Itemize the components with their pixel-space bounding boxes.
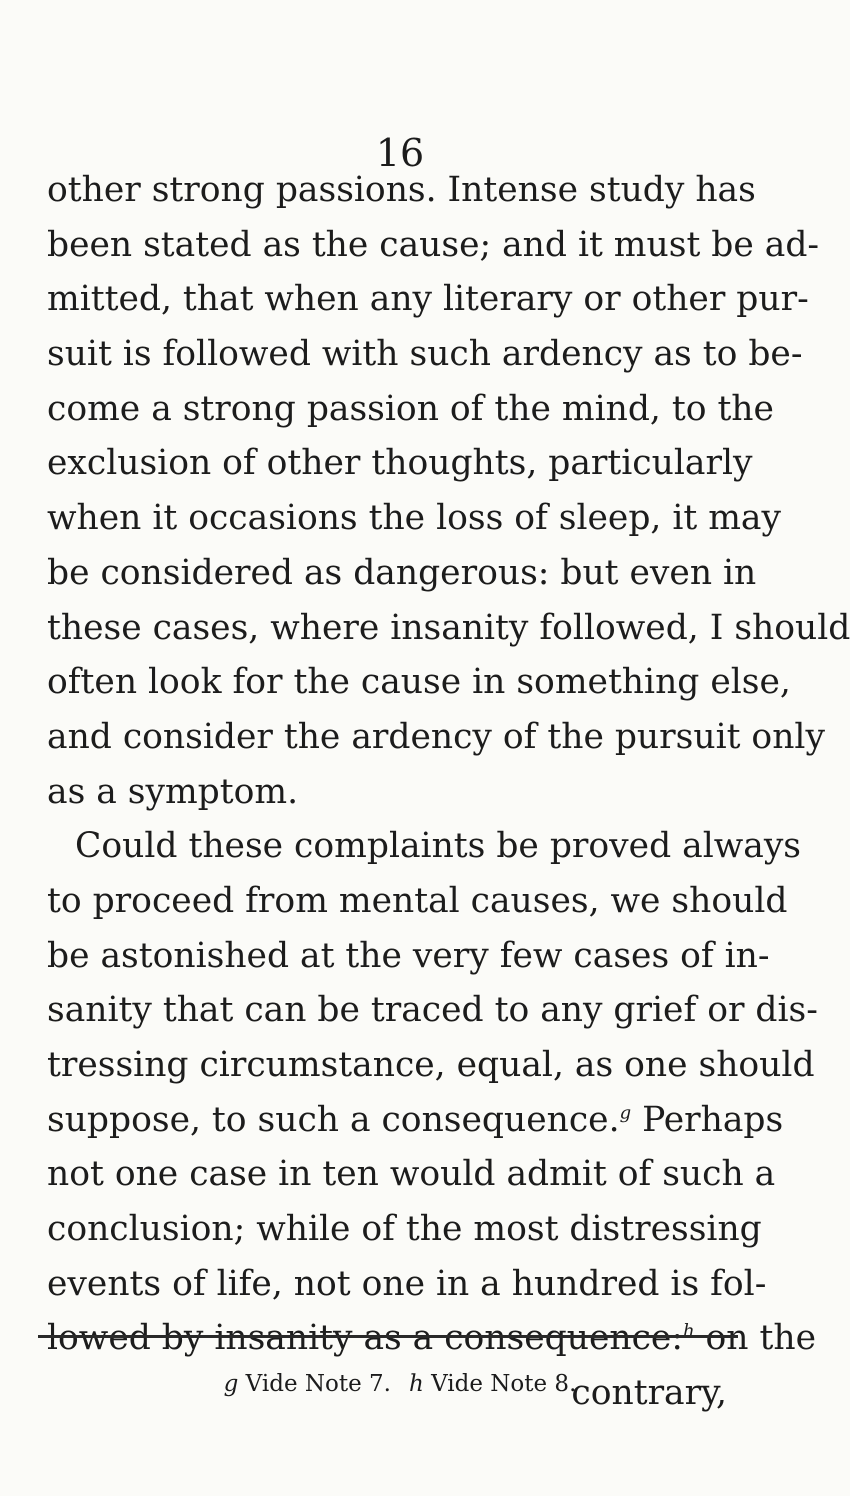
text-segment: lowed by insanity as a consequence: <box>47 1318 683 1359</box>
text-line: suit is followed with such ardency as to be- <box>47 334 803 375</box>
text-line: often look for the cause in something else, <box>47 662 791 703</box>
footnote-rule <box>38 1335 738 1338</box>
catchword: contrary, <box>571 1373 727 1414</box>
text-line: when it occasions the loss of sleep, it may <box>47 498 781 539</box>
footnote-ref-g: g <box>619 1102 632 1124</box>
footnotes <box>0 1370 800 1398</box>
footnote-mark: h <box>408 1371 424 1397</box>
text-line: exclusion of other thoughts, particularly <box>47 443 753 484</box>
text-line: events of life, not one in a hundred is fol- <box>47 1263 767 1304</box>
text-line: tressing circumstance, equal, as one should <box>47 1045 815 1085</box>
text-line: other strong passions. Intense study has <box>47 170 756 210</box>
text-line: as a symptom. <box>47 771 299 812</box>
footnote-h <box>409 1371 576 1397</box>
text-line: be astonished at the very few cases of in- <box>47 935 770 976</box>
text-segment: Perhaps <box>631 1099 784 1140</box>
text-line: sanity that can be traced to any grief or dis- <box>47 990 818 1031</box>
text-line: and consider the ardency of the pursuit only <box>47 716 825 757</box>
text-line: come a strong passion of the mind, to the <box>47 388 774 429</box>
footnote-text: Vide Note 7. <box>238 1371 391 1397</box>
text-line: been stated as the cause; and it must be ad- <box>47 224 820 265</box>
text-segment: suppose, to such a consequence. <box>47 1099 620 1140</box>
text-line: not one case in ten would admit of such a <box>47 1154 776 1195</box>
paragraph-start-line: Could these complaints be proved always <box>75 826 802 867</box>
body-text <box>47 163 850 1421</box>
text-line: to proceed from mental causes, we should <box>47 880 788 921</box>
text-line: these cases, where insanity followed, I should <box>47 607 850 648</box>
footnote-g <box>224 1371 391 1397</box>
page-number: 16 <box>375 131 425 175</box>
text-line: conclusion; while of the most distressing <box>47 1209 762 1250</box>
text-line-with-footnote-ref <box>47 1093 784 1148</box>
footnote-mark: g <box>223 1371 239 1397</box>
text-line-with-footnote-ref <box>47 1311 816 1366</box>
footnote-text: Vide Note 8. <box>423 1371 577 1397</box>
text-line: be considered as dangerous: but even in <box>47 552 757 593</box>
footnote-ref-h: h <box>682 1320 695 1342</box>
text-segment: on the <box>694 1318 816 1359</box>
text-line: mitted, that when any literary or other pur- <box>47 279 809 320</box>
